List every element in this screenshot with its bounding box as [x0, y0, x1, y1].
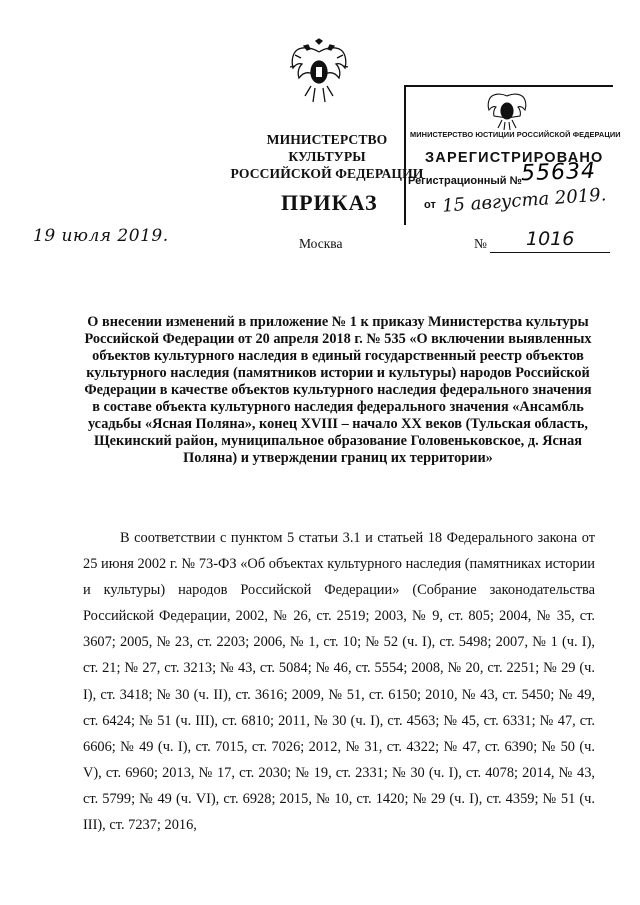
- stamp-reg-number-value: 55634: [520, 158, 597, 187]
- order-body: [83, 525, 595, 838]
- stamp-date-value: 15 августа 2019.: [441, 184, 608, 217]
- stamp-registered-text: ЗАРЕГИСТРИРОВАНО: [425, 150, 604, 166]
- document-title: ПРИКАЗ: [281, 190, 378, 215]
- body-paragraph: В соответствии с пунктом 5 статьи 3.1 и статьей 18 Федерального закона от 25 июня 2002 г. № 73-ФЗ «Об объектах культурного наследия (памятниках истории и культуры) народов Российской Федерации» (Собрание законодательства Российской Федерации, 2002, № 26, ст. 2519; 2003, № 9, ст. 805; 2004, № 35, ст. 3607; 2005, № 23, ст. 2203; 2006, № 1, ст. 10; № 52 (ч. I), ст. 5498; 2007, № 1 (ч. I), ст. 21; № 27, ст. 3213; № 43, ст. 5084; № 46, ст. 5554; 2008, № 20, ст. 2251; № 29 (ч. I), ст. 3418; № 30 (ч. II), ст. 3616; 2009, № 51, ст. 6150; 2010, № 43, ст. 5450; № 49, ст. 6424; № 51 (ч. III), ст. 6810; 2011, № 30 (ч. I), ст. 4563; № 45, ст. 6331; № 47, ст. 6606; № 49 (ч. I), ст. 7015, ст. 7026; 2012, № 31, ст. 4322; № 47, ст. 6390; № 50 (ч. V), ст. 6960; 2013, № 17, ст. 2030; № 19, ст. 2331; № 30 (ч. I), ст. 4078; 2014, № 43, ст. 5799; № 49 (ч. VI), ст. 6928; 2015, № 10, ст. 1420; № 29 (ч. I), ст. 4359; № 51 (ч. III), ст. 7237; 2016,: [83, 530, 595, 834]
- coat-of-arms-emblem: [287, 38, 351, 108]
- order-subject: О внесении изменений в приложение № 1 к приказу Министерства культуры Российской Федерации от 20 апреля 2018 г. № 535 «О включении выявленных объектов культурного наследия в единый государственный реестр объектов культурного наследия (памятников истории и культуры) народов Российской Федерации в качестве объектов культурного наследия федерального значения в составе объекта культурного наследия федерального значения «Ансамбль усадьбы «Ясная Поляна», конец XVIII – начало XX веков (Тульская область, Щекинский район, муниципальное образование Головеньковское, д. Ясная Поляна) и утверждении границ их территории»: [84, 314, 592, 466]
- ministry-line-2: РОССИЙСКОЙ ФЕДЕРАЦИИ: [230, 166, 424, 181]
- stamp-ministry-text: МИНИСТЕРСТВО ЮСТИЦИИ РОССИЙСКОЙ ФЕДЕРАЦИИ: [410, 130, 621, 139]
- stamp-emblem-icon: [483, 92, 531, 132]
- order-number-label: №: [474, 236, 487, 251]
- handwritten-date: 19 июля 2019.: [33, 226, 169, 246]
- stamp-reg-number-label: Регистрационный №: [408, 175, 522, 187]
- order-number-value: 1016: [526, 228, 575, 250]
- ministry-line-1: МИНИСТЕРСТВО КУЛЬТУРЫ: [266, 132, 388, 164]
- stamp-date-label: от: [424, 199, 436, 211]
- city-label: Москва: [299, 236, 343, 251]
- order-number-underline: [490, 252, 610, 253]
- ministry-heading: [229, 131, 425, 182]
